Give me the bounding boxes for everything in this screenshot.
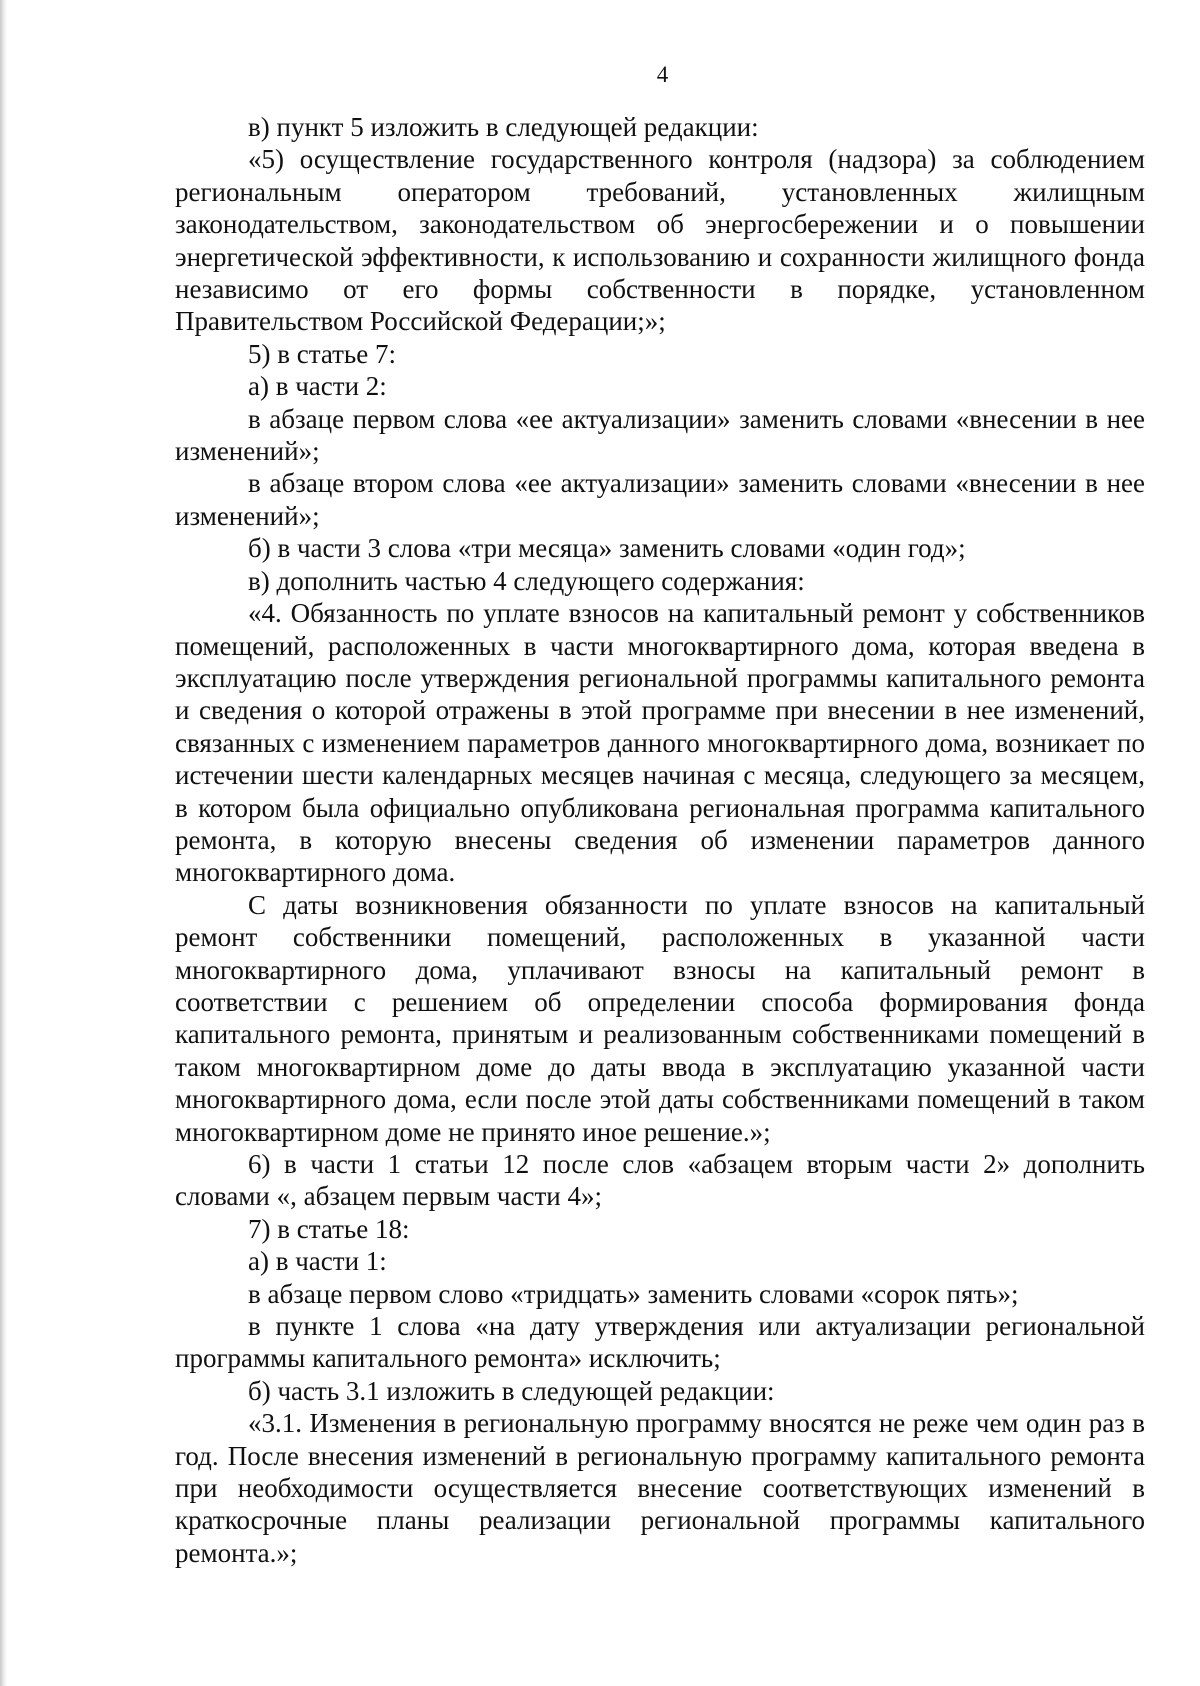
paragraph-2: «5) осуществление государственного контроля (надзора) за соблюдением региональным оператором требований, установленных жилищным законодательством, законодательством об энергосбережении и о повышении энергетической эффективности, к использованию и сохранности жилищного фонда независимо от его формы собственности в порядке, установленном Правительством Российской Федерации;»; — [175, 144, 1145, 337]
paragraph-1: в) пункт 5 изложить в следующей редакции: — [248, 112, 759, 142]
paragraph-13: а) в части 1: — [248, 1246, 387, 1277]
paragraph-10: С даты возникновения обязанности по уплате взносов на капитальный ремонт собственники помещений, расположенных в указанной части многоквартирного дома, уплачивают взносы на капитальный ремонт в соответствии с решением об определении способа формирования фонда капитального ремонта, принятым и реализованным собственниками помещений в таком многоквартирном доме до даты ввода в эксплуатацию указанной части многоквартирного дома, если после этой даты собственниками помещений в таком многоквартирном доме не принято иное решение.»; — [175, 889, 1145, 1147]
paragraph-15: в пункте 1 слова «на дату утверждения или актуализации региональной программы капитального ремонта» исключить; — [175, 1311, 1145, 1374]
paragraph-14: в абзаце первом слово «тридцать» заменить словами «сорок пять»; — [248, 1278, 1019, 1309]
paragraph-6: в абзаце втором слова «ее актуализации» заменить словами «внесении в нее изменений»; — [175, 468, 1145, 531]
scan-edge — [0, 0, 7, 1686]
paragraph-5: в абзаце первом слова «ее актуализации» заменить словами «внесении в нее изменений»; — [175, 403, 1145, 467]
page-number: 4 — [656, 62, 669, 87]
paragraph-7: б) в части 3 слова «три месяца» заменить словами «один год»; — [248, 533, 966, 564]
paragraph-17: «3.1. Изменения в региональную программу вносятся не реже чем один раз в год. После внесения изменений в региональную программу капитального ремонта при необходимости осуществляется внесение соответствующих изменений в краткосрочные планы реализации региональной программы капитального ремонта.»; — [175, 1408, 1145, 1568]
paragraph-11: 6) в части 1 статьи 12 после слов «абзацем вторым части 2» дополнить словами «, абзацем первым части 4»; — [175, 1149, 1145, 1212]
paragraph-9: «4. Обязанность по уплате взносов на капитальный ремонт у собственников помещений, расположенных в части многоквартирного дома, которая введена в эксплуатацию после утверждения региональной программы капитального ремонта и сведения о которой отражены в этой программе при внесении в нее изменений, связанных с изменением параметров данного многоквартирного дома, возникает по истечении шести календарных месяцев начиная с месяца, следующего за месяцем, в котором была официально опубликована региональная программа капитального ремонта, в которую внесены сведения об изменении параметров данного многоквартирного дома. — [175, 598, 1145, 888]
paragraph-3: 5) в статье 7: — [248, 338, 396, 369]
paragraph-16: б) часть 3.1 изложить в следующей редакции: — [248, 1375, 775, 1406]
paragraph-8: в) дополнить частью 4 следующего содержания: — [248, 565, 805, 596]
paragraph-4: а) в части 2: — [248, 371, 387, 402]
paragraph-12: 7) в статье 18: — [248, 1213, 410, 1244]
document-body — [175, 111, 1145, 1569]
